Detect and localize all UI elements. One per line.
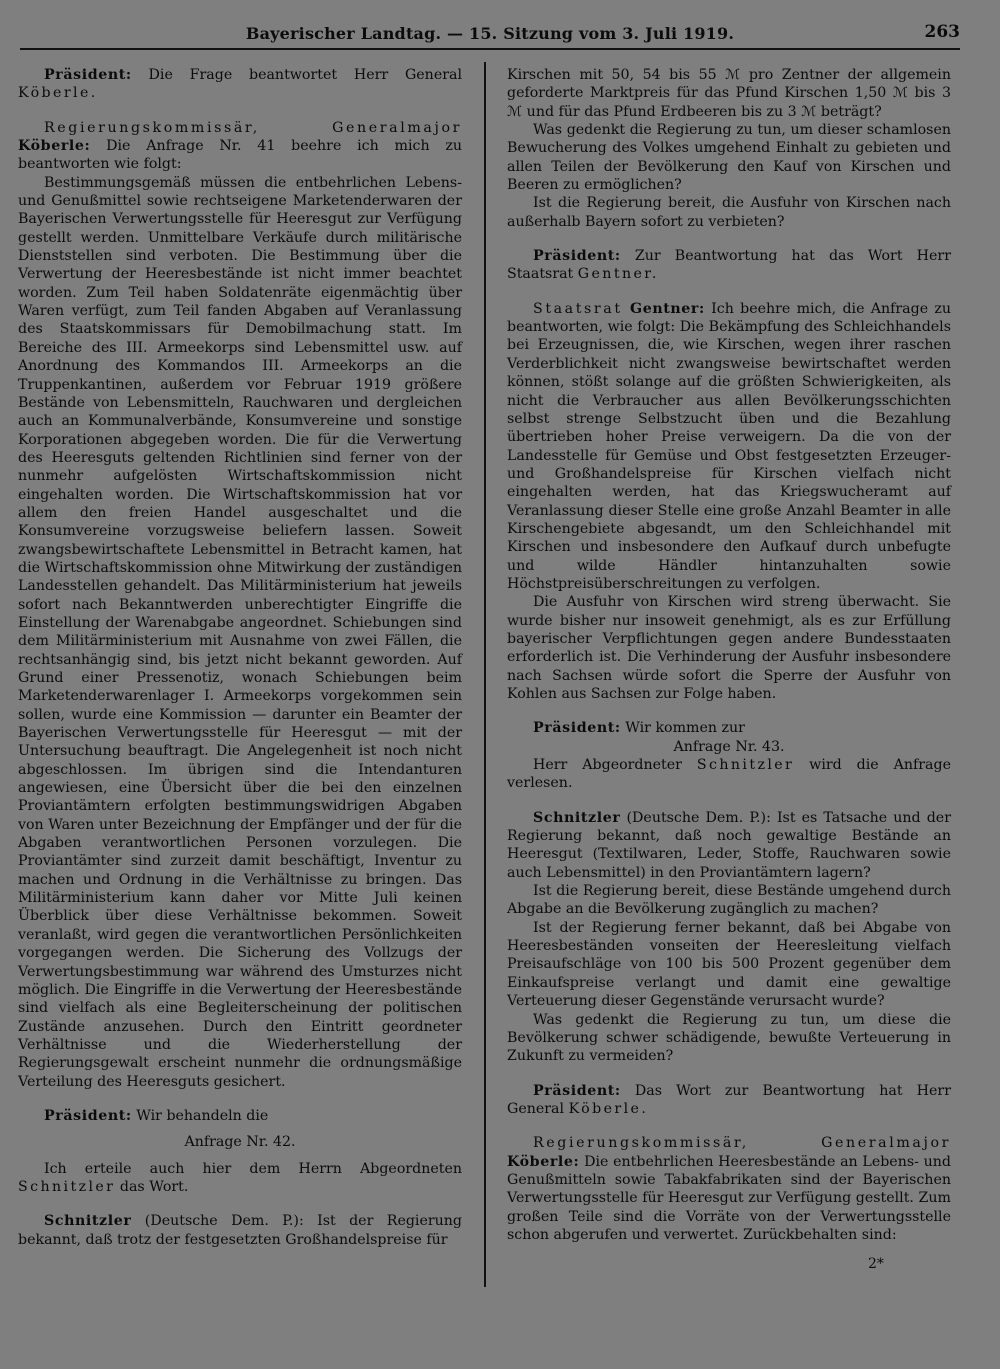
paragraph-text: Die entbehrlichen Heeresbestände an Lebens- und Genußmitteln sowie Tabakfabrikaten sind der Bayerischen Verwertungsstelle für Heeresgut zur Verfügung gestellt. Zum großen Teile sind die Vorräte von der Verwertungsstelle schon abgerufen und verwertet. Zurückbehalten sind: — [507, 1153, 951, 1243]
person-name: Gentner. — [577, 266, 659, 283]
signature-mark: 2* — [868, 1256, 884, 1272]
paragraph-text: Zur Beantwortung hat das Wort Herr Staatsrat — [507, 248, 951, 283]
page-number: 263 — [924, 22, 960, 42]
paragraph — [18, 66, 462, 103]
paragraph — [507, 300, 951, 594]
speaker-name: Schnitzler — [44, 1213, 132, 1230]
paragraph-text: Das Wort zur Beantwortung hat Herr General — [507, 1082, 951, 1117]
speaker-role: Staatsrat — [533, 300, 623, 317]
running-title: Bayerischer Landtag. — 15. Sitzung vom 3. Juli 1919. — [245, 24, 735, 43]
right-column — [507, 66, 951, 1244]
paragraph — [18, 1160, 462, 1197]
paragraph-text: Die Anfrage Nr. 41 beehre ich mich zu beantworten wie folgt: — [18, 138, 462, 173]
paragraph — [507, 247, 951, 284]
person-name: Schnitzler — [696, 757, 795, 774]
paragraph — [18, 119, 462, 174]
paragraph-text: Die Frage beantwortet Herr General — [131, 67, 462, 83]
speaker-name: Köberle: — [18, 138, 91, 155]
paragraph-text: (Deutsche Dem. P.): Ist der Regierung bekannt, daß trotz der festgesetzten Großhandelspreise für — [18, 1213, 462, 1248]
speaker-name: Schnitzler — [533, 809, 621, 826]
speaker-name: Präsident: — [533, 720, 621, 737]
paragraph-text: Ich erteile auch hier dem Herrn Abgeordneten — [44, 1160, 462, 1177]
person-name: Köberle. — [568, 1100, 649, 1117]
speaker-role: Regierungskommissär, Generalmajor — [44, 119, 462, 136]
paragraph — [507, 809, 951, 882]
paragraph — [507, 719, 951, 737]
paragraph: Ist die Regierung bereit, die Ausfuhr von Kirschen nach außerhalb Bayern sofort zu verbieten? — [507, 195, 951, 230]
section-heading: Anfrage Nr. 43. — [673, 738, 785, 755]
section-heading: Anfrage Nr. 42. — [184, 1134, 296, 1151]
paragraph: Bestimmungsgemäß müssen die entbehrlichen Lebens- und Genußmittel sowie rechtseigene Marketenderwaren der Bayerischen Verwertungsstelle für Heeresgut zur Verfügung gestellt werden. Unmittelbare Verkäufe durch militärische Dienststellen sind verboten. Die Bestimmung über die Verwertung der Heeresbestände ist nicht immer beachtet worden. Zum Teil haben Soldatenräte eigenmächtig über Waren verfügt, zum Teil fanden Abgaben auf Veranlassung des Staatskommissars für Demobilmachung statt. Im Bereiche des III. Armeekorps sind Lebensmittel usw. auf Anordnung des Kommandos III. Armeekorps an die Truppenkantinen, außerdem vor Februar 1919 größere Bestände von Lebensmitteln, Rauchwaren und dergleichen auch an Kommunalverbände, Konsumvereine und sonstige Korporationen abgegeben worden. Die für die Verwertung des Heeresguts geltenden Richtlinien sind ferner von der nunmehr aufgelösten Wirtschaftskommission nicht eingehalten worden. Die Wirtschaftskommission hat vor allem den freien Handel ausgeschaltet und die Konsumvereine vorzugsweise beliefern lassen. Soweit zwangsbewirtschaftete Lebensmittel in Betracht kamen, hat die Wirtschaftskommission ohne Mitwirkung der zuständigen Landesstellen gehandelt. Das Militärministerium hat jeweils sofort nach Bekanntwerden unberechtigter Eingriffe die Einstellung der Warenabgabe angeordnet. Schiebungen sind dem Militärministerium mit Ausnahme von zwei Fällen, die rechtsanhängig sind, bis jetzt nicht bekannt geworden. Auf Grund einer Pressenotiz, wonach Schiebungen beim Marketenderwarenlager I. Armeekorps vorgekommen sein sollen, wurde eine Kommission — darunter ein Beamter der Bayerischen Verwertungsstelle für Heeresgut — mit der Untersuchung beauftragt. Die Angelegenheit ist noch nicht abgeschlossen. Im übrigen sind die Intendanturen angewiesen, eine Übersicht über die bei den einzelnen Proviantämtern erfolgten bestimmungswidrigen Abgaben von Waren unter Bezeichnung der Empfänger und der für die Abgaben verantwortlichen Personen vorzulegen. Die Proviantämter sind zurzeit damit beschäftigt, Inventur zu machen und Ordnung in die Verhältnisse zu bringen. Das Militärministerium kann daher vor Mitte Juli keinen Überblick über diese Verhältnisse bekommen. Soweit veranlaßt, wird gegen die verantwortlichen Persönlichkeiten vorgegangen werden. Die Sicherung des Vollzugs der Verwertungsbestimmung war während des Umsturzes nicht möglich. Die Eingriffe in die Verwertung der Heeresbestände sind vielfach als eine Begleiterscheinung der politischen Zustände anzusehen. Durch den Eintritt geordneter Verhältnisse und die Wiederherstellung der Regierungsgewalt erscheint nunmehr die ordnungsmäßige Verteilung des Heeresguts gesichert. — [18, 174, 462, 1090]
paragraph-text: Wir kommen zur — [620, 720, 745, 737]
speaker-name: Köberle: — [507, 1153, 580, 1170]
person-name: Köberle. — [18, 85, 98, 102]
paragraph — [507, 1082, 951, 1119]
column-divider — [484, 62, 486, 1287]
page-header — [20, 18, 960, 50]
paragraph — [507, 1134, 951, 1244]
paragraph: Kirschen mit 50, 54 bis 55 ℳ pro Zentner der allgemein geforderte Marktpreis für das Pfund Kirschen 1,50 ℳ bis 3 ℳ und für das Pfund Erdbeeren bis zu 3 ℳ beträgt? — [507, 67, 951, 120]
paragraph-text: (Deutsche Dem. P.): Ist es Tatsache und der Regierung bekannt, daß noch gewaltige Bestände an Heeresgut (Textilwaren, Leder, Stoffe, Rauchwaren sowie auch Lebensmittel) in den Proviantämtern lagern? — [507, 809, 951, 881]
paragraph-text: das Wort. — [115, 1178, 189, 1195]
paragraph: Was gedenkt die Regierung zu tun, um diese die Bevölkerung schwer schädigende, bewußte Verteuerung in Zukunft zu vermeiden? — [507, 1011, 951, 1065]
paragraph: Ist die Regierung bereit, diese Bestände umgehend durch Abgabe an die Bevölkerung zugänglich zu machen? — [507, 883, 951, 918]
speaker-name: Präsident: — [44, 1107, 132, 1124]
paragraph-text: Wir behandeln die — [131, 1107, 269, 1124]
speaker-name: Präsident: — [44, 67, 132, 83]
person-name: Schnitzler — [18, 1178, 116, 1195]
speaker-role: Regierungskommissär, Generalmajor — [533, 1135, 951, 1152]
paragraph: Was gedenkt die Regierung zu tun, um dieser schamlosen Bewucherung des Volkes umgehend Einhalt zu gebieten und allen Teilen der Bevölkerung den Kauf von Kirschen und Beeren zu ermöglichen? — [507, 122, 951, 194]
paragraph-text: Ich beehre mich, die Anfrage zu beantworten, wie folgt: Die Bekämpfung des Schleichhandels bei Erzeugnissen, die, wie Kirschen, wegen ihrer raschen Verderblichkeit nicht zwangsweise bewirtschaftet werden können, stößt solange auf die größten Schwierigkeiten, als nicht die Verbraucher aus allen Bevölkerungsschichten selbst strenge Selbstzucht üben und die Bezahlung übertrieben hoher Preise verweigern. Da die von der Landesstelle für Gemüse und Obst festgesetzten Erzeuger- und Großhandelspreise für Kirschen vielfach nicht eingehalten werden, hat das Kriegswucheramt auf Veranlassung dieser Stelle eine große Anzahl Beamter in alle Kirschengebiete abgesandt, um den Schleichhandel mit Kirschen und insbesondere den Aufkauf durch unbefugte und wilde Händler hintanzuhalten sowie Höchstpreisüberschreitungen zu verfolgen. — [507, 300, 951, 592]
speaker-name: Gentner: — [622, 300, 705, 317]
left-column — [18, 66, 462, 1249]
paragraph-text: Herr Abgeordneter — [533, 757, 697, 774]
paragraph: Die Ausfuhr von Kirschen wird streng überwacht. Sie wurde bisher nur insoweit genehmigt, als es zur Erfüllung bayerischer Verpflichtungen gegen andere Bundesstaaten erforderlich ist. Die Verhinderung der Ausfuhr insbesondere nach Sachsen würde sofort die Sperre der Ausfuhr von Kohlen aus Sachsen zur Folge haben. — [507, 594, 951, 702]
paragraph-text: wird die Anfrage verlesen. — [507, 757, 951, 792]
speaker-name: Präsident: — [533, 1082, 621, 1099]
paragraph — [18, 1212, 462, 1249]
paragraph — [18, 1107, 462, 1125]
paragraph — [507, 756, 951, 793]
paragraph: Ist der Regierung ferner bekannt, daß bei Abgabe von Heeresbeständen vonseiten der Heeresleitung vielfach Preisaufschläge von 100 bis 500 Prozent gegenüber dem Einkaufspreise verlangt und damit eine gewaltige Verteuerung dieser Gegenstände verursacht wurde? — [507, 919, 951, 1010]
speaker-name: Präsident: — [533, 248, 621, 265]
